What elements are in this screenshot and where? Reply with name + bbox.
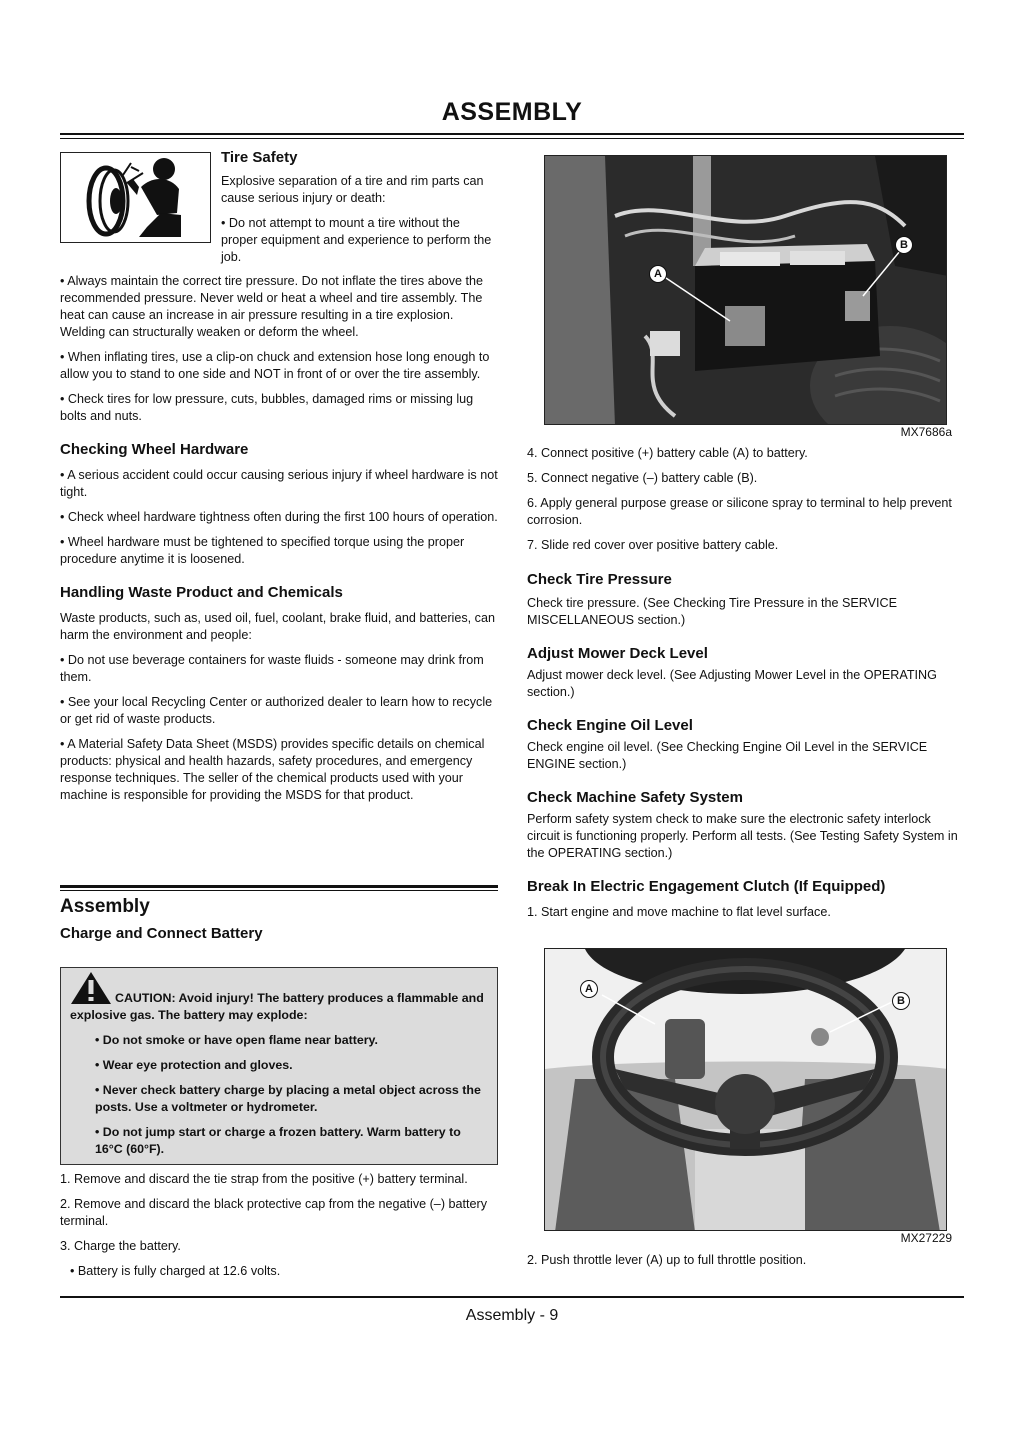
- battery-step: 4. Connect positive (+) battery cable (A) to battery.: [527, 446, 808, 460]
- page-number: Assembly - 9: [465, 1307, 559, 1324]
- callout-b: B: [892, 992, 910, 1010]
- battery-figure-code: MX7686a: [900, 425, 952, 439]
- wheel-hardware-bullet: • A serious accident could occur causing serious injury if wheel hardware is not tight.: [60, 468, 498, 499]
- steering-wheel-photo: [544, 948, 947, 1231]
- tire-explosion-icon: [60, 152, 211, 243]
- tire-safety-intro: Explosive separation of a tire and rim parts can cause serious injury or death:: [221, 174, 484, 205]
- header-rule-thick: [60, 133, 964, 135]
- steering-figure-code: MX27229: [900, 1231, 952, 1245]
- safety-system-text: Perform safety system check to make sure the electronic safety interlock circuit is functioning properly. Perform all tests. (See Testing Safety System in the OPERATING section.): [527, 812, 958, 860]
- waste-bullet: • A Material Safety Data Sheet (MSDS) provides specific details on chemical products: physical and health hazards, safety procedures, and emergency response techniques. The seller of the chemical products used with your machine is responsible for providing the MSDS for that product.: [60, 737, 485, 802]
- battery-step: 2. Remove and discard the black protective cap from the negative (–) battery terminal.: [60, 1197, 488, 1228]
- header-rule-thin: [60, 138, 964, 139]
- caution-item: • Wear eye protection and gloves.: [95, 1058, 293, 1072]
- battery-step: 7. Slide red cover over positive battery cable.: [527, 538, 779, 552]
- wheel-hardware-bullet: • Check wheel hardware tightness often during the first 100 hours of operation.: [60, 510, 498, 524]
- page-title: ASSEMBLY: [441, 98, 583, 126]
- wheel-hardware-bullet: • Wheel hardware must be tightened to specified torque using the proper procedure anytime it is loosened.: [60, 535, 465, 566]
- clutch-step: 2. Push throttle lever (A) up to full throttle position.: [527, 1253, 807, 1267]
- waste-heading: Handling Waste Product and Chemicals: [60, 584, 343, 601]
- wheel-hardware-heading: Checking Wheel Hardware: [60, 441, 249, 458]
- assembly-rule-thin: [60, 890, 498, 891]
- battery-step: 3. Charge the battery.: [60, 1239, 181, 1253]
- tire-safety-bullet: • Do not attempt to mount a tire without the proper equipment and experience to perform the job.: [221, 216, 492, 264]
- battery-step: 6. Apply general purpose grease or silicone spray to terminal to help prevent corrosion.: [527, 496, 952, 527]
- footer-rule: [60, 1296, 964, 1298]
- clutch-step: 1. Start engine and move machine to flat level surface.: [527, 905, 831, 919]
- caution-lead: CAUTION: Avoid injury! The battery produces a flammable and explosive gas. The battery may explode:: [70, 991, 484, 1022]
- callout-b: B: [895, 236, 913, 254]
- charge-battery-heading: Charge and Connect Battery: [60, 925, 263, 942]
- tire-safety-bullet: • Check tires for low pressure, cuts, bubbles, damaged rims or missing lug bolts and nuts.: [60, 392, 474, 423]
- deck-level-heading: Adjust Mower Deck Level: [527, 645, 708, 662]
- tire-safety-heading: Tire Safety: [221, 149, 298, 166]
- battery-step: 1. Remove and discard the tie strap from the positive (+) battery terminal.: [60, 1172, 468, 1186]
- tire-safety-bullet: • Always maintain the correct tire pressure. Do not inflate the tires above the recommended pressure. Never weld or heat a wheel and tire assembly. The heat can cause an increase in air pressure resulting in a tire explosion. Welding can structurally weaken or deform the wheel.: [60, 274, 484, 339]
- clutch-heading: Break In Electric Engagement Clutch (If Equipped): [527, 878, 886, 895]
- oil-level-heading: Check Engine Oil Level: [527, 717, 693, 734]
- callout-a: A: [649, 265, 667, 283]
- caution-item: • Do not smoke or have open flame near battery.: [95, 1033, 378, 1047]
- caution-item: • Do not jump start or charge a frozen battery. Warm battery to 16°C (60°F).: [95, 1125, 461, 1156]
- callout-a: A: [580, 980, 598, 998]
- safety-system-heading: Check Machine Safety System: [527, 789, 743, 806]
- assembly-heading: Assembly: [60, 896, 150, 917]
- waste-bullet: • See your local Recycling Center or authorized dealer to learn how to recycle or get rid of waste products.: [60, 695, 493, 726]
- tire-safety-bullet: • When inflating tires, use a clip-on chuck and extension hose long enough to allow you to stand to one side and NOT in front of or over the tire assembly.: [60, 350, 490, 381]
- waste-bullet: • Do not use beverage containers for waste fluids - someone may drink from them.: [60, 653, 484, 684]
- caution-item: • Never check battery charge by placing a metal object across the posts. Use a voltmeter or hydrometer.: [95, 1083, 481, 1114]
- battery-step: 5. Connect negative (–) battery cable (B).: [527, 471, 758, 485]
- assembly-rule-thick: [60, 885, 498, 888]
- battery-photo: [544, 155, 947, 425]
- tire-pressure-heading: Check Tire Pressure: [527, 571, 672, 588]
- waste-intro: Waste products, such as, used oil, fuel, coolant, brake fluid, and batteries, can harm the environment and people:: [60, 611, 495, 642]
- oil-level-text: Check engine oil level. (See Checking Engine Oil Level in the SERVICE ENGINE section.): [527, 740, 928, 771]
- caution-box: [60, 967, 498, 1165]
- deck-level-text: Adjust mower deck level. (See Adjusting Mower Level in the OPERATING section.): [527, 668, 937, 699]
- battery-step-bullet: • Battery is fully charged at 12.6 volts.: [70, 1264, 281, 1278]
- tire-pressure-text: Check tire pressure. (See Checking Tire Pressure in the SERVICE MISCELLANEOUS section.): [527, 596, 898, 627]
